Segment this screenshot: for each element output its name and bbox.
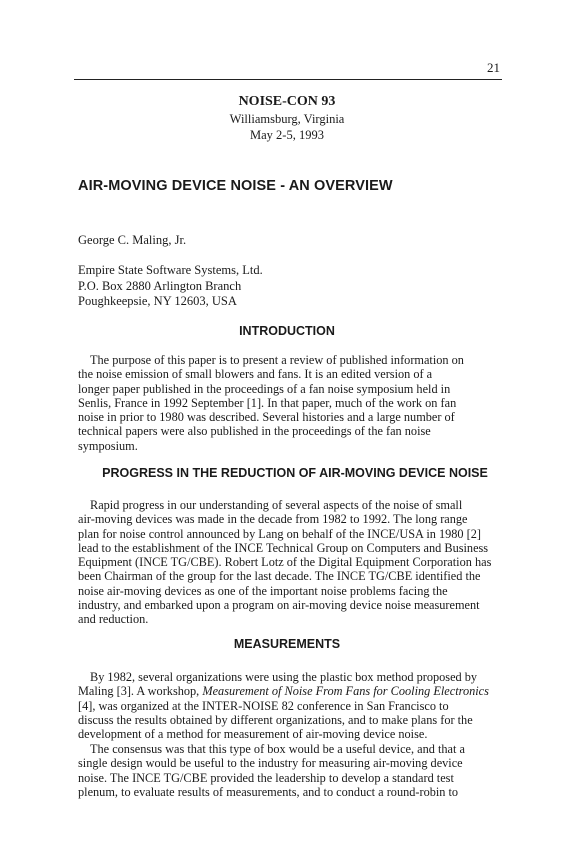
section-heading-introduction: INTRODUCTION — [239, 324, 335, 338]
workshop-title: Measurement of Noise From Fans for Cooling Electronics — [202, 684, 489, 699]
conference-block — [0, 93, 574, 143]
affiliation-line: Poughkeepsie, NY 12603, USA — [78, 294, 237, 308]
text-line: the noise emission of small blowers and fans. It is an edited version of a — [78, 367, 433, 382]
conference-dates: May 2-5, 1993 — [250, 128, 324, 142]
section-heading-progress: PROGRESS IN THE REDUCTION OF AIR-MOVING DEVICE NOISE — [102, 466, 488, 480]
text-line: plenum, to evaluate results of measurements, and to conduct a round-robin to — [78, 784, 459, 799]
text-line: symposium. — [78, 438, 138, 453]
text-line: By 1982, several organizations were using the plastic box method proposed by — [90, 670, 478, 684]
introduction-paragraph — [78, 353, 502, 453]
header-rule — [74, 79, 502, 80]
section-heading-measurements: MEASUREMENTS — [233, 637, 341, 651]
text-line: longer paper published in the proceedings of a fan noise symposium held in — [78, 381, 451, 396]
text-line: Rapid progress in our understanding of several aspects of the noise of small — [90, 498, 463, 512]
conference-name: NOISE-CON 93 — [238, 94, 336, 109]
affiliation-line: P.O. Box 2880 Arlington Branch — [78, 278, 242, 293]
text-segment: Maling [3]. A workshop, — [78, 684, 203, 699]
text-line: technical papers were also published in the proceedings of the fan noise — [78, 424, 431, 439]
text-line: The purpose of this paper is to present a review of published information on — [90, 353, 464, 367]
text-line: and reduction. — [78, 612, 149, 627]
text-line: single design would be useful to the industry for measuring air-moving device — [78, 756, 463, 771]
text-line: air-moving devices was made in the decade from 1982 to 1992. The long range — [78, 512, 468, 527]
text-line: Senlis, France in 1992 September [1]. In that paper, much of the work on fan — [78, 395, 457, 410]
author-affiliation — [78, 263, 263, 310]
page-number: 21 — [487, 60, 500, 75]
text-line: [4], was organized at the INTER-NOISE 82 conference in San Francisco to — [78, 698, 449, 713]
text-line: industry, and embarked upon a program on air-moving device noise measurement — [78, 598, 480, 613]
text-line: lead to the establishment of the INCE Technical Group on Computers and Business — [78, 540, 489, 555]
affiliation-line: Empire State Software Systems, Ltd. — [78, 263, 263, 277]
progress-paragraph — [78, 498, 502, 627]
measurements-paragraph-1 — [78, 670, 502, 741]
text-line: Equipment (INCE TG/CBE). Robert Lotz of the Digital Equipment Corporation has — [78, 555, 492, 570]
text-line: discuss the results obtained by different organizations, and to make plans for the — [78, 712, 473, 727]
text-line — [78, 684, 502, 698]
text-line: The consensus was that this type of box would be a useful device, and that a — [90, 742, 465, 756]
text-line: noise in prior to 1980 was described. Several histories and a large number of — [78, 410, 455, 425]
paper-title: AIR-MOVING DEVICE NOISE - AN OVERVIEW — [78, 178, 393, 194]
text-line: been Chairman of the group for the last decade. The INCE TG/CBE identified the — [78, 569, 481, 584]
conference-location: Williamsburg, Virginia — [229, 112, 345, 126]
text-line: noise. The INCE TG/CBE provided the leadership to develop a standard test — [78, 770, 454, 785]
author-name: George C. Maling, Jr. — [78, 233, 187, 247]
text-line: plan for noise control announced by Lang on behalf of the INCE/USA in 1980 [2] — [78, 526, 481, 541]
text-line: noise air-moving devices as one of the important noise problems facing the — [78, 583, 448, 598]
measurements-paragraph-2 — [78, 742, 502, 799]
text-line: development of a method for measurement of air-moving device noise. — [78, 727, 428, 742]
